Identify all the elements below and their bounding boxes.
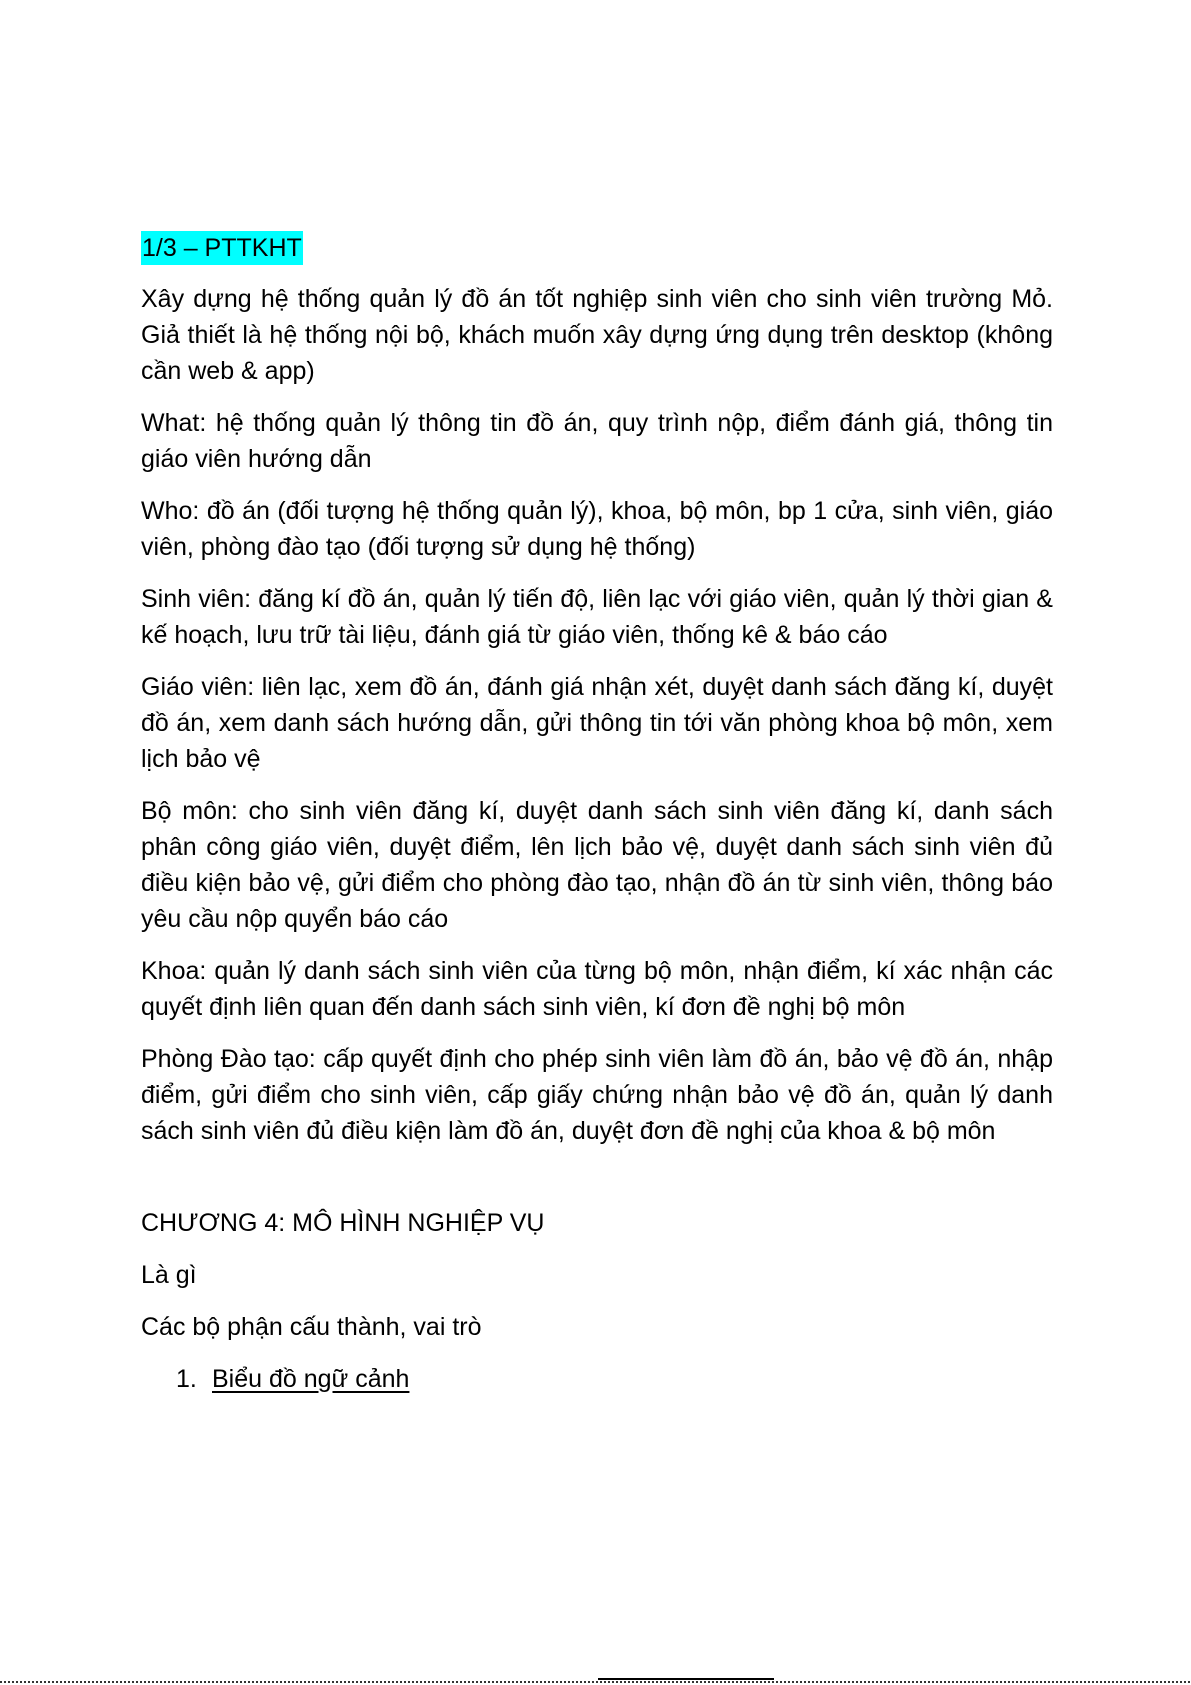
paragraph-bo-phan: Các bộ phận cấu thành, vai trò <box>141 1313 482 1341</box>
chapter-title: CHƯƠNG 4: MÔ HÌNH NGHIỆP VỤ <box>141 1209 545 1237</box>
list-item-link[interactable]: Biểu đồ ngữ cảnh <box>212 1365 410 1393</box>
numbered-list <box>141 1361 1053 1397</box>
highlighted-heading: 1/3 – PTTKHT <box>141 231 303 265</box>
paragraph-sinh-vien: Sinh viên: đăng kí đồ án, quản lý tiến độ, liên lạc với giáo viên, quản lý thời gian & kế hoạch, lưu trữ tài liệu, đánh giá từ giáo viên, thống kê & báo cáo <box>141 585 1053 649</box>
document-content <box>141 230 1053 1397</box>
list-item-number: 1. <box>176 1365 197 1393</box>
spacer <box>141 1165 1053 1205</box>
paragraph-bo-mon: Bộ môn: cho sinh viên đăng kí, duyệt danh sách sinh viên đăng kí, danh sách phân công giáo viên, duyệt điểm, lên lịch bảo vệ, duyệt danh sách sinh viên đủ điều kiện bảo vệ, gửi điểm cho phòng đào tạo, nhận đồ án từ sinh viên, thông báo yêu cầu nộp quyển báo cáo <box>141 797 1053 933</box>
paragraph-phong-dao-tao: Phòng Đào tạo: cấp quyết định cho phép sinh viên làm đồ án, bảo vệ đồ án, nhập điểm, gửi điểm cho sinh viên, cấp giấy chứng nhận bảo vệ đồ án, quản lý danh sách sinh viên đủ điều kiện làm đồ án, duyệt đơn đề nghị của khoa & bộ môn <box>141 1045 1053 1145</box>
paragraph-khoa: Khoa: quản lý danh sách sinh viên của từng bộ môn, nhận điểm, kí xác nhận các quyết định liên quan đến danh sách sinh viên, kí đơn đề nghị bộ môn <box>141 957 1053 1021</box>
paragraph-who: Who: đồ án (đối tượng hệ thống quản lý), khoa, bộ môn, bp 1 cửa, sinh viên, giáo viên, phòng đào tạo (đối tượng sử dụng hệ thống) <box>141 497 1053 561</box>
paragraph-intro: Xây dựng hệ thống quản lý đồ án tốt nghiệp sinh viên cho sinh viên trường Mỏ. Giả thiết là hệ thống nội bộ, khách muốn xây dựng ứng dụng trên desktop (không cần web & app) <box>141 285 1053 385</box>
paragraph-giao-vien: Giáo viên: liên lạc, xem đồ án, đánh giá nhận xét, duyệt danh sách đăng kí, duyệt đồ án, xem danh sách hướng dẫn, gửi thông tin tới văn phòng khoa bộ môn, xem lịch bảo vệ <box>141 673 1053 773</box>
list-item <box>141 1361 1053 1397</box>
paragraph-la-gi: Là gì <box>141 1261 197 1289</box>
page-bottom-rule <box>0 1681 1191 1683</box>
paragraph-what: What: hệ thống quản lý thông tin đồ án, quy trình nộp, điểm đánh giá, thông tin giáo viên hướng dẫn <box>141 409 1053 473</box>
page-bottom-rule-segment <box>598 1678 774 1680</box>
